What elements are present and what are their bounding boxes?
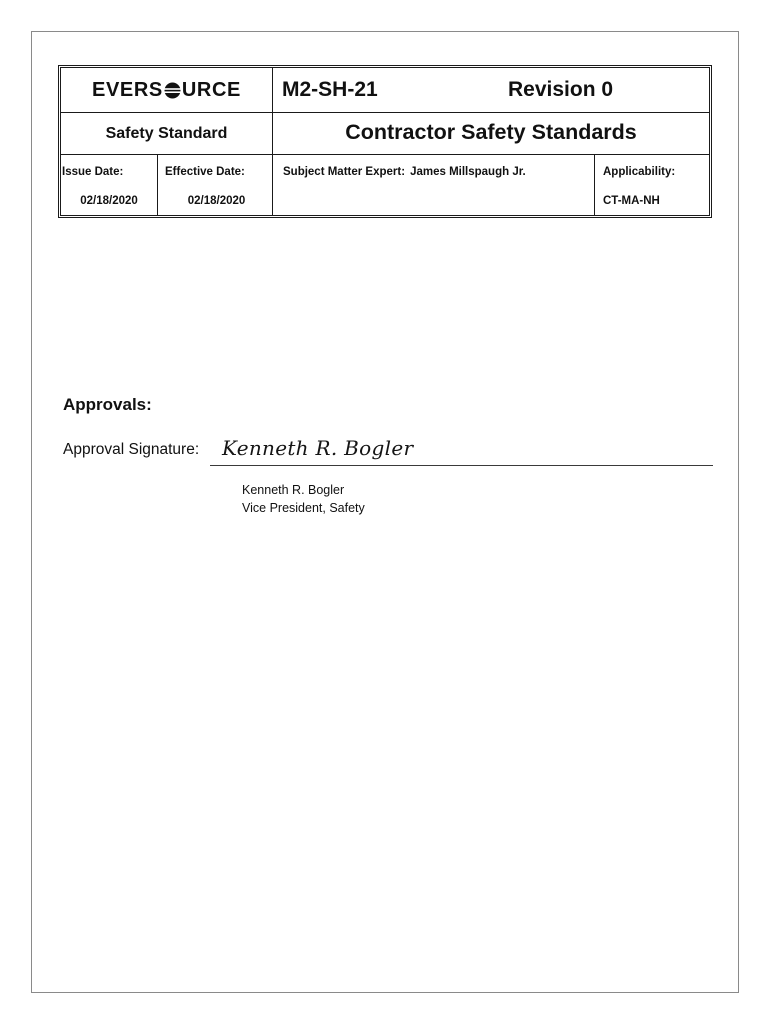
issue-date-label: Issue Date: [62,166,124,178]
company-logo [61,68,273,113]
approval-signature-label: Approval Signature: [63,441,200,458]
document-type: Safety Standard [61,113,273,155]
effective-date-label: Effective Date: [165,166,245,178]
applicability-value: CT-MA-NH [603,195,660,207]
subject-matter-expert-cell [273,155,595,215]
document-number: M2-SH-21 [282,78,378,101]
signature-line [210,465,713,466]
issue-date-cell [61,155,158,215]
revision-label: Revision 0 [508,78,614,101]
document-title: Contractor Safety Standards [273,113,709,155]
document-header-table [58,65,712,218]
approvals-heading: Approvals: [63,395,152,414]
logo-text-suffix: URCE [181,79,241,101]
subject-matter-expert-label: Subject Matter Expert: [283,166,406,178]
eversource-o-mark-icon [164,82,181,99]
signer-name: Kenneth R. Bogler [242,483,345,497]
subject-matter-expert-value: James Millspaugh Jr. [410,166,526,178]
effective-date-value: 02/18/2020 [187,195,246,207]
document-id-cell [273,68,709,113]
effective-date-cell [158,155,273,215]
applicability-cell [595,155,709,215]
applicability-label: Applicability: [603,166,676,178]
signer-title: Vice President, Safety [242,501,365,515]
subject-matter-expert-line [283,158,594,187]
handwritten-signature: Kenneth R. Bogler [222,436,414,460]
issue-date-value: 02/18/2020 [80,195,138,207]
logo-text-prefix: EVERS [92,79,163,101]
